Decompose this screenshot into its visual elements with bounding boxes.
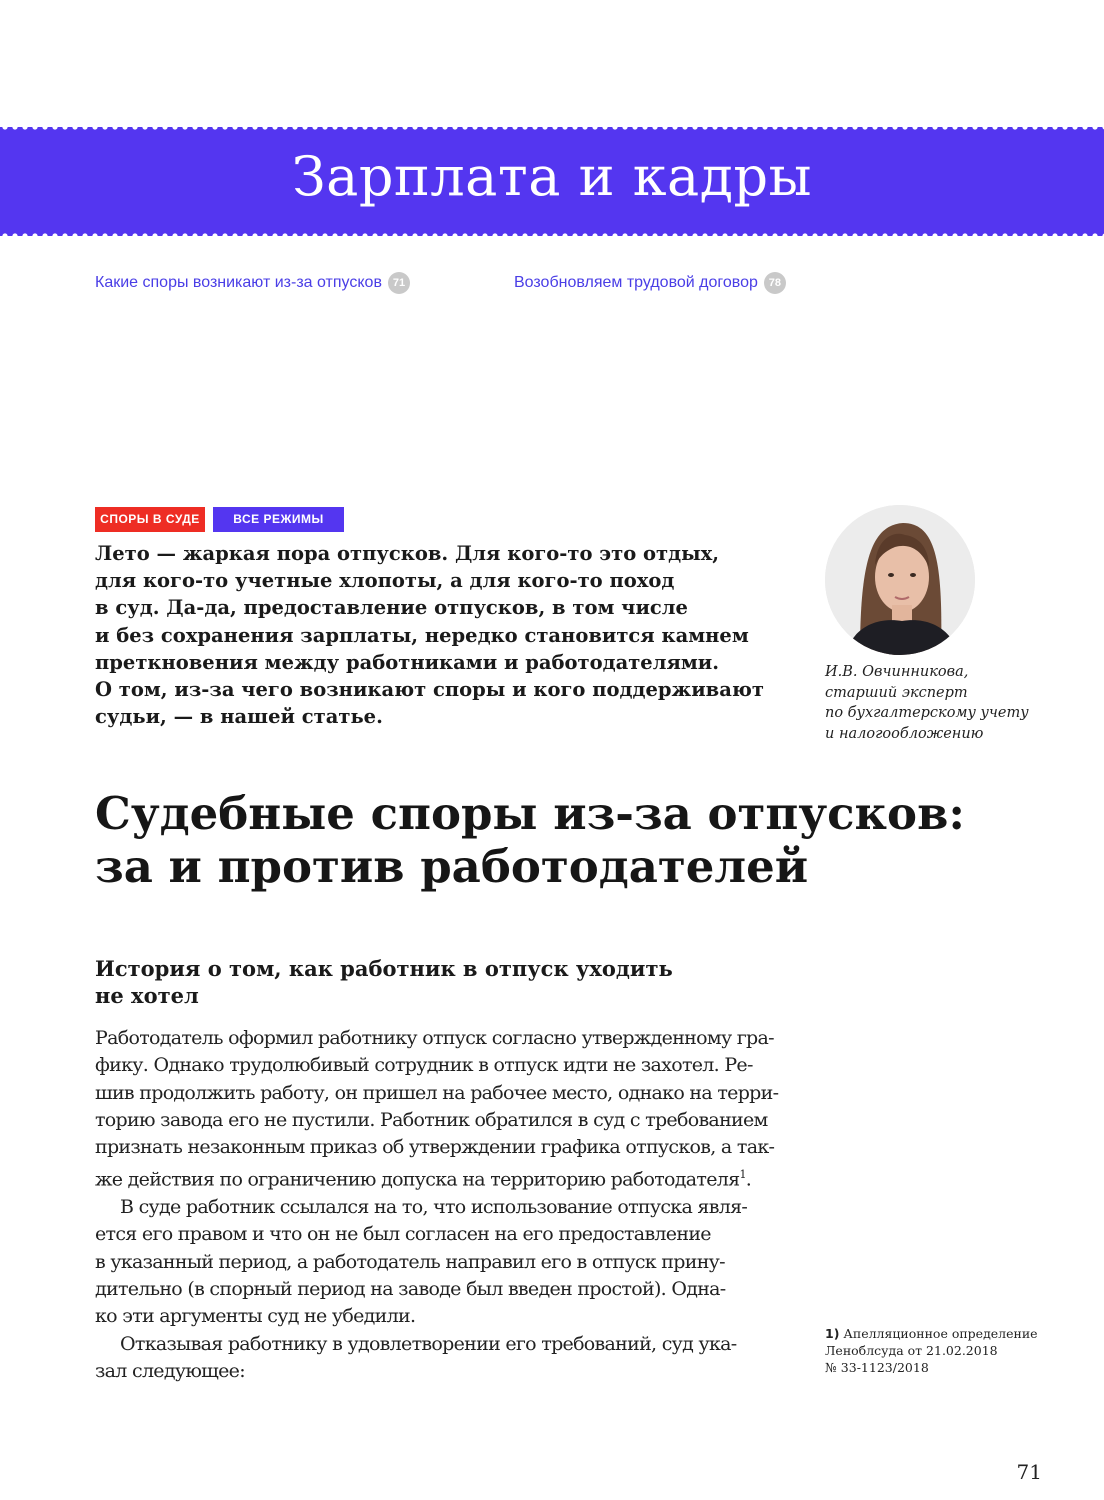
footnote-marker: 1) [825, 1326, 840, 1341]
section-banner [0, 127, 1104, 236]
cross-ref-page-badge: 71 [388, 272, 410, 294]
footnote [825, 1325, 1065, 1376]
article-body [95, 1025, 785, 1385]
lead-line: судьи, — в нашей статье. [95, 705, 383, 729]
headline-line: Судебные споры из-за отпусков: [95, 787, 965, 840]
body-line [95, 1161, 785, 1194]
author-caption-line: старший эксперт [825, 684, 968, 701]
lead-line: и без сохранения зарплаты, нередко становится камнем [95, 623, 749, 647]
subhead-line: не хотел [95, 983, 199, 1008]
headline-line: за и против работодателей [95, 840, 809, 893]
body-line: Отказывая работнику в удовлетворении его требований, суд ука- [120, 1332, 737, 1355]
author-photo [825, 505, 975, 655]
cross-ref-page-badge: 78 [764, 272, 786, 294]
lead-line: преткновения между работниками и работодателями. [95, 650, 720, 674]
body-line: торию завода его не пустили. Работник обратился в суд с требованием [95, 1108, 768, 1131]
lead-line: О том, из-за чего возникают споры и кого поддерживают [95, 678, 764, 702]
lead-line: в суд. Да-да, предоставление отпусков, в том числе [95, 596, 688, 620]
body-line: шив продолжить работу, он пришел на рабочее место, однако на терри- [95, 1081, 779, 1104]
page-number: 71 [1016, 1460, 1042, 1484]
tag-court-disputes[interactable]: СПОРЫ В СУДЕ [95, 507, 205, 532]
body-line: признать незаконным приказ об утверждении графика отпусков, а так- [95, 1136, 775, 1159]
article-headline [95, 787, 1055, 893]
body-text: же действия по ограничению допуска на территорию работодателя [95, 1168, 740, 1191]
body-line: Работодатель оформил работнику отпуск согласно утвержденному гра- [95, 1027, 774, 1049]
section-title: Зарплата и кадры [291, 145, 813, 208]
body-line: ется его правом и что он не был согласен на его предоставление [95, 1223, 711, 1246]
subhead-line: История о том, как работник в отпуск уходить [95, 956, 673, 981]
article-lead [95, 540, 795, 730]
author-caption-line: и налогообложению [825, 725, 984, 742]
body-line: зал следующее: [95, 1359, 245, 1382]
cross-ref-label[interactable]: Возобновляем трудовой договор [514, 274, 758, 291]
footnote-ref[interactable]: 1 [739, 1168, 746, 1182]
footnote-line: № 33-1123/2018 [825, 1360, 929, 1375]
tag-all-regimes[interactable]: ВСЕ РЕЖИМЫ [213, 507, 344, 532]
cross-ref-contract[interactable] [514, 272, 786, 294]
body-text: . [745, 1168, 752, 1191]
footnote-line [825, 1325, 1065, 1342]
author-caption [825, 662, 1055, 744]
lead-line: для кого-то учетные хлопоты, а для кого-то поход [95, 569, 675, 593]
footnote-line: Ленoблсуда от 21.02.2018 [825, 1343, 998, 1358]
footnote-text: Апелляционное определение [843, 1326, 1038, 1341]
cross-ref-label[interactable]: Какие споры возникают из-за отпусков [95, 274, 382, 291]
article-tags [95, 507, 344, 532]
cross-ref-disputes[interactable] [95, 272, 410, 294]
author-portrait-icon [825, 505, 975, 655]
section-subheading [95, 955, 795, 1009]
body-line: в указанный период, а работодатель направил его в отпуск прину- [95, 1250, 725, 1273]
body-line: фику. Однако трудолюбивый сотрудник в отпуск идти не захотел. Ре- [95, 1054, 753, 1077]
body-line: ко эти аргументы суд не убедили. [95, 1305, 416, 1328]
author-caption-line: И.В. Овчинникова, [825, 664, 969, 680]
body-line: дительно (в спорный период на заводе был введен простой). Одна- [95, 1278, 726, 1300]
author-caption-line: по бухгалтерскому учету [825, 705, 1029, 721]
body-line: В суде работник ссылался на то, что использование отпуска явля- [120, 1196, 748, 1219]
lead-line: Лето — жаркая пора отпусков. Для кого-то это отдых, [95, 542, 720, 565]
